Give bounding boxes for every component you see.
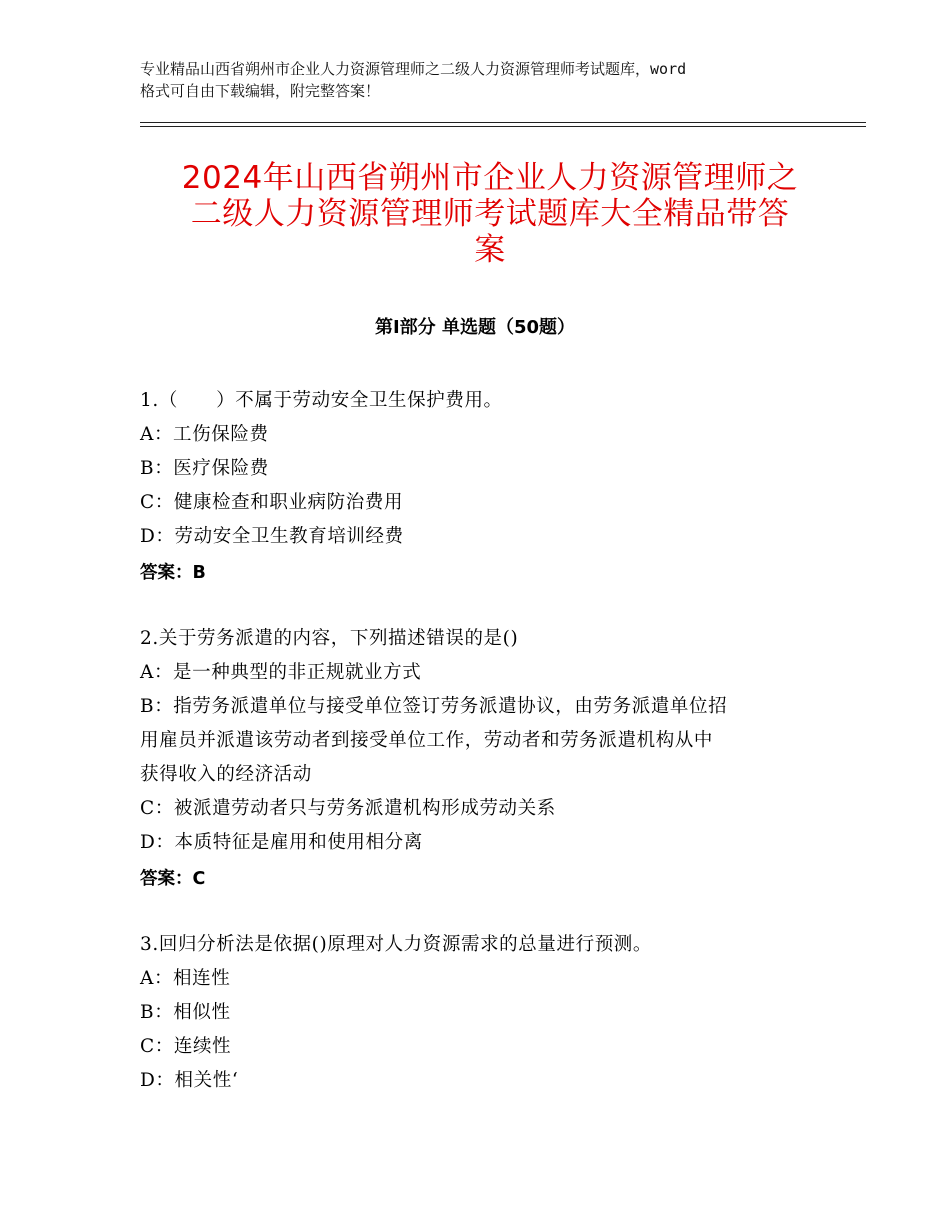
question-list xyxy=(140,384,820,1098)
option-b: B：相似性 xyxy=(140,1002,231,1023)
option-a: A：是一种典型的非正规就业方式 xyxy=(140,662,422,683)
header-note-line-2: 格式可自由下载编辑，附完整答案！ xyxy=(140,82,381,100)
document-title xyxy=(100,160,880,268)
option-a: A：相连性 xyxy=(140,968,231,989)
option-c: C：被派遣劳动者只与劳务派遣机构形成劳动关系 xyxy=(140,798,556,819)
answer-label: 答案：B xyxy=(140,563,206,583)
option-b: B：指劳务派遣单位与接受单位签订劳务派遣协议，由劳务派遣单位招 xyxy=(140,696,728,717)
section-heading: 第Ⅰ部分 单选题（50题） xyxy=(374,317,575,338)
title-line-1: 2024年山西省朔州市企业人力资源管理师之 xyxy=(181,160,799,196)
header-note-line-1: 专业精品山西省朔州市企业人力资源管理师之二级人力资源管理师考试题库，word xyxy=(140,60,687,78)
option-c: C：健康检查和职业病防治费用 xyxy=(140,492,404,513)
option-d: D：相关性‘ xyxy=(140,1070,239,1091)
question-stem: 2.关于劳务派遣的内容，下列描述错误的是() xyxy=(140,628,519,649)
question-stem: 3.回归分析法是依据()原理对人力资源需求的总量进行预测。 xyxy=(140,934,652,955)
question-2 xyxy=(140,622,820,896)
header-rule-bottom xyxy=(140,126,866,127)
question-stem: 1.（ ）不属于劳动安全卫生保护费用。 xyxy=(140,390,503,411)
option-d: D：劳动安全卫生教育培训经费 xyxy=(140,526,404,547)
option-d: D：本质特征是雇用和使用相分离 xyxy=(140,832,423,853)
option-a: A：工伤保险费 xyxy=(140,424,269,445)
header-note xyxy=(140,58,830,102)
title-line-3: 案 xyxy=(474,232,506,268)
title-line-2: 二级人力资源管理师考试题库大全精品带答 xyxy=(190,196,790,232)
option-b-continued: 用雇员并派遣该劳动者到接受单位工作，劳动者和劳务派遣机构从中 xyxy=(140,730,714,751)
option-c: C：连续性 xyxy=(140,1036,232,1057)
question-3 xyxy=(140,928,820,1098)
header-rule-top xyxy=(140,122,866,123)
spacer xyxy=(140,590,820,622)
option-b-continued: 获得收入的经济活动 xyxy=(140,764,312,785)
answer-label: 答案：C xyxy=(140,869,206,889)
spacer xyxy=(140,896,820,928)
option-b: B：医疗保险费 xyxy=(140,458,269,479)
question-1 xyxy=(140,384,820,590)
